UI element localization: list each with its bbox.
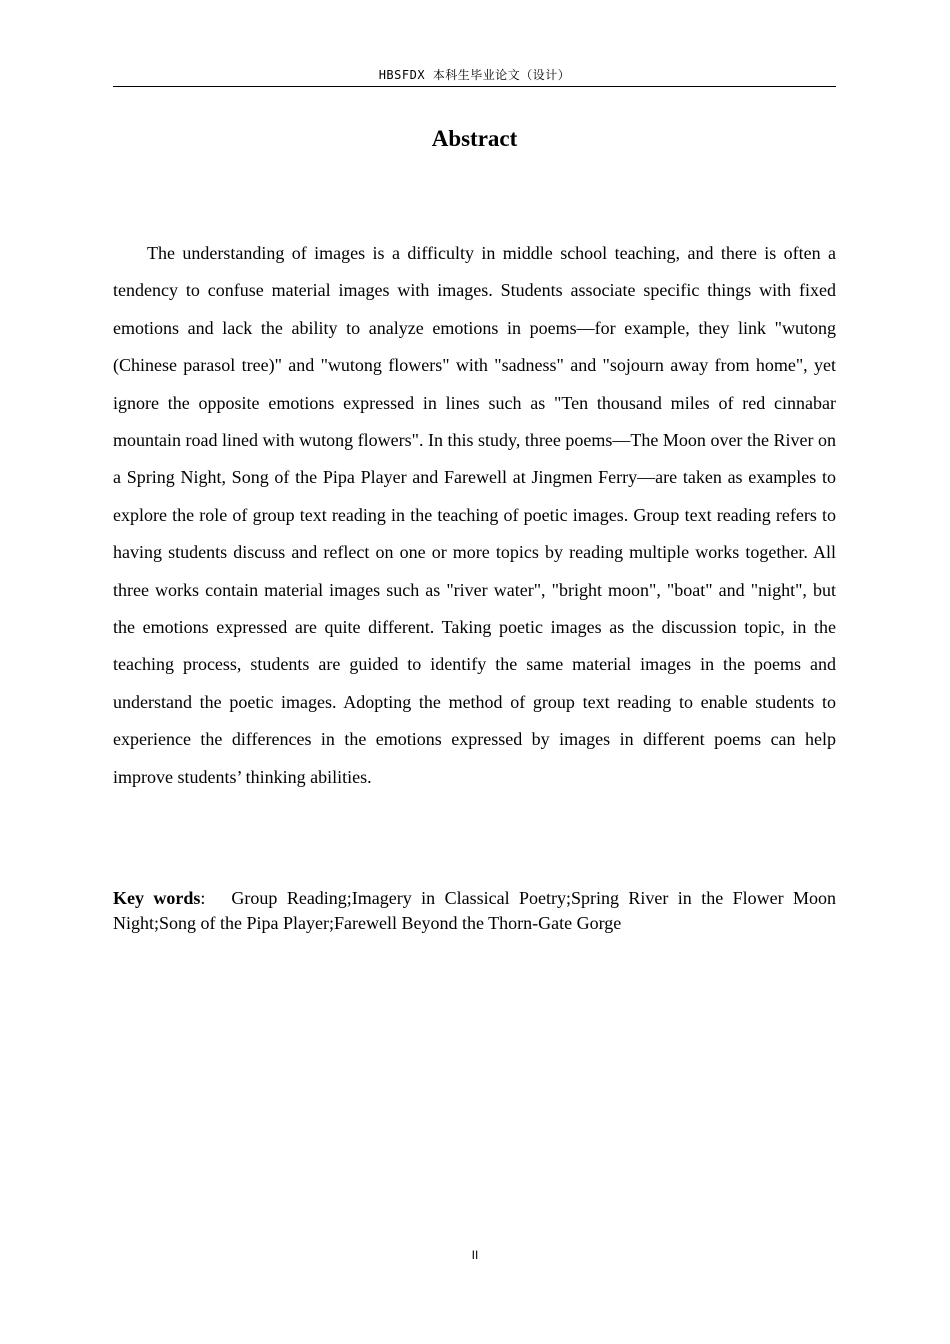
keywords-paragraph: [113, 886, 836, 936]
page-number: II: [471, 1248, 479, 1262]
abstract-title: Abstract: [431, 126, 518, 151]
keywords-colon: :: [200, 888, 206, 908]
keywords-text: Group Reading;Imagery in Classical Poetry;Spring River in the Flower Moon Night;Song of the Pipa Player;Farewell Beyond the Thorn-Gate Gorge: [113, 888, 836, 933]
page-header: [113, 66, 836, 87]
abstract-body: The understanding of images is a difficulty in middle school teaching, and there is often a tendency to confuse material images with images. Students associate specific things with fixed emotions and lack the ability to analyze emotions in poems—for example, they link "wutong (Chinese parasol tree)" and "wutong flowers" with "sadness" and "sojourn away from home", yet ignore the opposite emotions expressed in lines such as "Ten thousand miles of red cinnabar mountain road lined with wutong flowers". In this study, three poems—The Moon over the River on a Spring Night, Song of the Pipa Player and Farewell at Jingmen Ferry—are taken as examples to explore the role of group text reading in the teaching of poetic images. Group text reading refers to having students discuss and reflect on one or more topics by reading multiple works together. All three works contain material images such as "river water", "bright moon", "boat" and "night", but the emotions expressed are quite different. Taking poetic images as the discussion topic, in the teaching process, students are guided to identify the same material images in the poems and understand the poetic images. Adopting the method of group text reading to enable students to experience the differences in the emotions expressed by images in different poems can help improve students’ thinking abilities.: [113, 243, 836, 787]
keywords-label: Key words: [113, 888, 201, 908]
header-text: HBSFDX 本科生毕业论文（设计）: [378, 68, 571, 82]
